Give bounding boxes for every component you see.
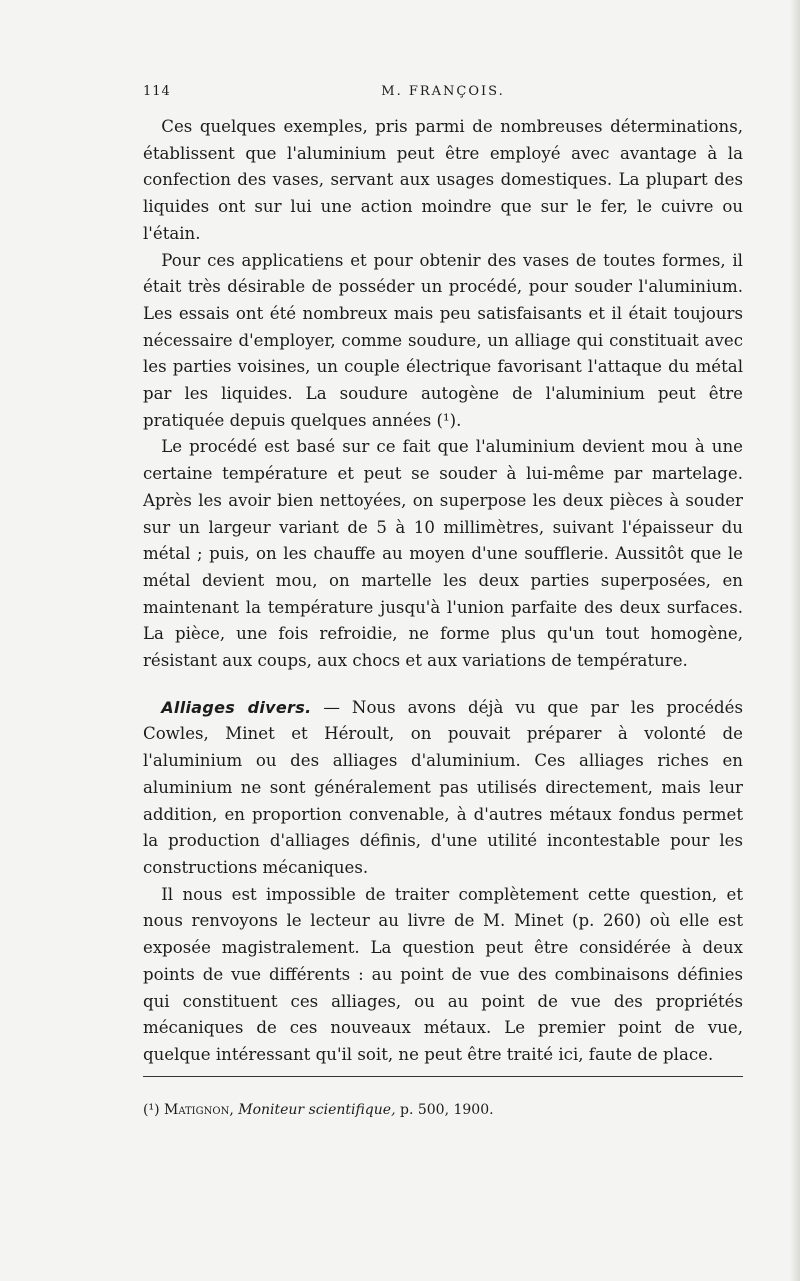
section-lead-paragraph bbox=[143, 695, 743, 882]
footnote-author: Matignon, bbox=[164, 1102, 234, 1118]
paragraph-2: Pour ces applicatiens et pour obtenir des vases de toutes formes, il était très désirable de posséder un procédé, pour souder l'aluminium. Les essais ont été nombreux mais peu satisfaisants et il était toujours nécessaire d'employer, comme soudure, un alliage qui constituait avec les parties voisines, un couple électrique favorisant l'attaque du métal par les liquides. La soudure autogène de l'aluminium peut être pratiquée depuis quelques années (¹). bbox=[143, 250, 743, 430]
page-edge-shadow bbox=[790, 0, 800, 1281]
section-break bbox=[143, 675, 743, 695]
paragraph-3: Le procédé est basé sur ce fait que l'aluminium devient mou à une certaine température et peut se souder à lui-même par martelage. Après les avoir bien nettoyées, on superpose les deux pièces à souder sur un largeur variant de 5 à 10 millimètres, suivant l'épaisseur du métal ; puis, on les chauffe au moyen d'une soufflerie. Aussitôt que le métal devient mou, on martelle les deux parties superposées, en maintenant la température jusqu'à l'union parfaite des deux surfaces. La pièce, une fois refroidie, ne forme plus qu'un tout homogène, résistant aux coups, aux chocs et aux variations de température. bbox=[143, 437, 743, 671]
footnote-rule bbox=[143, 1076, 743, 1077]
page-number: 114 bbox=[143, 84, 171, 99]
footnote-journal: Moniteur scientifique, bbox=[238, 1102, 396, 1118]
running-head: M. FRANÇOIS. bbox=[381, 84, 505, 99]
section-heading: Alliages divers. bbox=[161, 697, 312, 717]
section-paragraph-2: Il nous est impossible de traiter complètement cette question, et nous renvoyons le lecteur au livre de M. Minet (p. 260) où elle est exposée magistralement. La question peut être considérée à deux points de vue différents : au point de vue des combinaisons définies qui constituent ces alliages, ou au point de vue des propriétés mécaniques de ces nouveaux métaux. Le premier point de vue, quelque intéressant qu'il soit, ne peut être traité ici, faute de place. bbox=[143, 884, 743, 1064]
main-text bbox=[143, 114, 743, 1069]
heading-dash: — bbox=[311, 697, 352, 717]
footnote bbox=[143, 1100, 743, 1120]
page-header bbox=[143, 84, 743, 104]
footnote-reference: p. 500, 1900. bbox=[399, 1102, 494, 1118]
footnote-marker: (¹) bbox=[143, 1102, 160, 1118]
paragraph-1: Ces quelques exemples, pris parmi de nombreuses déterminations, établissent que l'aluminium peut être employé avec avantage à la confection des vases, servant aux usages domestiques. La plupart des liquides ont sur lui une action moindre que sur le fer, le cuivre ou l'étain. bbox=[143, 117, 743, 243]
section-lead-text: Nous avons déjà vu que par les procédés Cowles, Minet et Héroult, on pouvait préparer à volonté de l'aluminium ou des alliages d'aluminium. Ces alliages riches en aluminium ne sont généralement pas utilisés directement, mais leur addition, en proportion convenable, à d'autres métaux fondus permet la production d'alliages définis, d'une utilité incontestable pour les constructions mécaniques. bbox=[143, 697, 743, 877]
